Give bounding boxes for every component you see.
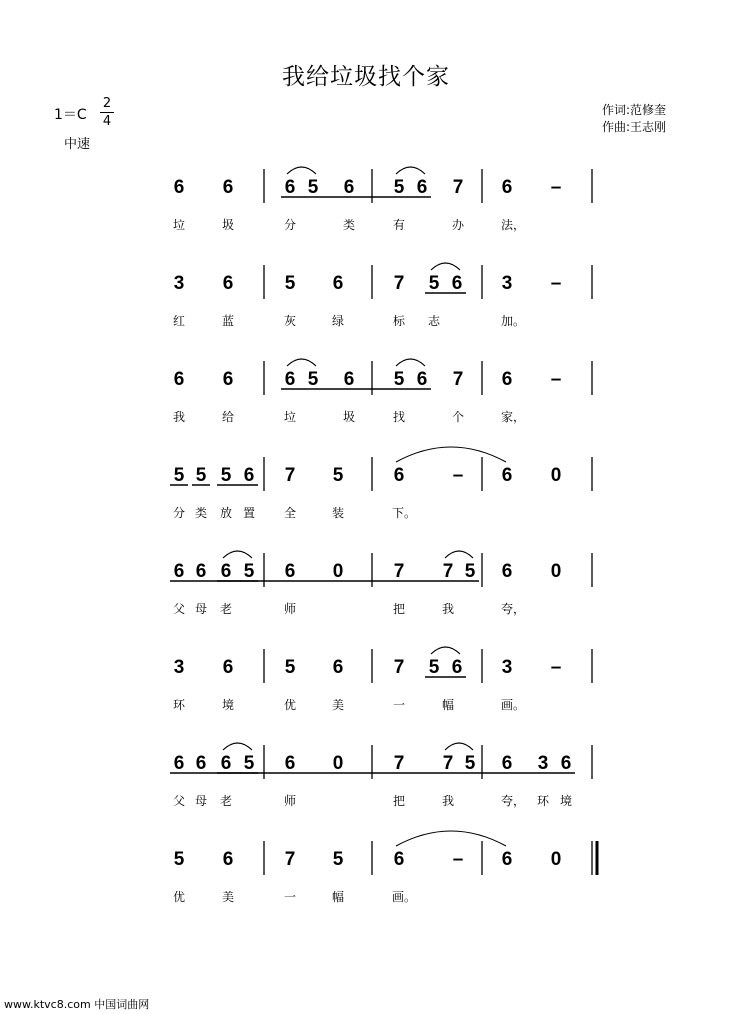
lyric: 加。 bbox=[500, 314, 526, 328]
note: 3 bbox=[173, 273, 185, 294]
tie-slur bbox=[287, 167, 316, 174]
note: 5 bbox=[284, 273, 296, 294]
note: 7 bbox=[393, 753, 405, 774]
lyric: 个 bbox=[451, 410, 465, 424]
note: – bbox=[550, 369, 562, 390]
note: 6 bbox=[451, 273, 463, 294]
lyric: 环 bbox=[536, 794, 550, 808]
note: 6 bbox=[501, 849, 513, 870]
note: 6 bbox=[173, 561, 185, 582]
lyric: 父 bbox=[172, 602, 186, 616]
note: 5 bbox=[243, 561, 255, 582]
note: 6 bbox=[501, 369, 513, 390]
note: 6 bbox=[332, 657, 344, 678]
note: 5 bbox=[243, 753, 255, 774]
note: 3 bbox=[501, 273, 513, 294]
tie-slur bbox=[223, 551, 252, 558]
song-title: 我给垃圾找个家 bbox=[282, 64, 450, 90]
note: 6 bbox=[416, 369, 428, 390]
lyric: 幅 bbox=[441, 698, 455, 712]
note: 5 bbox=[393, 369, 405, 390]
lyricist-credit: 作词:范修奎 bbox=[602, 103, 667, 117]
note: 5 bbox=[307, 369, 319, 390]
note: 7 bbox=[452, 177, 464, 198]
time-signature-bottom: 4 bbox=[102, 114, 112, 129]
lyric: 一 bbox=[283, 890, 297, 904]
lyric: 垃 bbox=[172, 218, 186, 232]
lyric: 红 bbox=[172, 314, 186, 328]
lyric: 美 bbox=[221, 890, 235, 904]
tie-slur bbox=[431, 263, 460, 270]
lyric: 美 bbox=[331, 698, 345, 712]
note: 7 bbox=[284, 849, 296, 870]
note: 7 bbox=[284, 465, 296, 486]
lyric: 家， bbox=[500, 410, 526, 424]
note: 6 bbox=[416, 177, 428, 198]
note: 0 bbox=[332, 753, 344, 774]
lyric: 画。 bbox=[500, 698, 526, 712]
note: 6 bbox=[173, 753, 185, 774]
lyric: 画。 bbox=[391, 890, 417, 904]
note: 5 bbox=[220, 465, 232, 486]
lyric: 幅 bbox=[331, 890, 345, 904]
note: 0 bbox=[550, 465, 562, 486]
lyric: 装 bbox=[331, 506, 345, 520]
lyric: 蓝 bbox=[221, 314, 235, 328]
note: 5 bbox=[428, 657, 440, 678]
note: 5 bbox=[464, 753, 476, 774]
lyric: 有 bbox=[392, 218, 406, 232]
note: 6 bbox=[284, 753, 296, 774]
note: – bbox=[550, 177, 562, 198]
time-signature-top: 2 bbox=[102, 96, 112, 111]
lyric: 垃 bbox=[283, 410, 297, 424]
note: 6 bbox=[222, 273, 234, 294]
tie-slur bbox=[445, 743, 473, 750]
note: – bbox=[452, 849, 464, 870]
note: 5 bbox=[195, 465, 207, 486]
lyric: 师 bbox=[283, 794, 297, 808]
note: 0 bbox=[332, 561, 344, 582]
lyric: 志 bbox=[427, 314, 441, 328]
note: 6 bbox=[284, 369, 296, 390]
lyric: 我 bbox=[441, 794, 455, 808]
lyric: 类 bbox=[342, 218, 356, 232]
note: 5 bbox=[428, 273, 440, 294]
note: 0 bbox=[550, 849, 562, 870]
note: 6 bbox=[393, 849, 405, 870]
note: – bbox=[550, 273, 562, 294]
note: 6 bbox=[222, 369, 234, 390]
lyric: 办 bbox=[451, 218, 465, 232]
note: 6 bbox=[220, 561, 232, 582]
lyric: 我 bbox=[441, 602, 455, 616]
note: 6 bbox=[195, 561, 207, 582]
lyric: 类 bbox=[194, 506, 208, 520]
lyric: 下。 bbox=[391, 506, 417, 520]
tie-slur bbox=[223, 743, 252, 750]
tie-slur bbox=[396, 359, 425, 366]
lyric: 老 bbox=[219, 602, 233, 616]
lyric: 找 bbox=[392, 410, 406, 424]
lyric: 夸， bbox=[500, 602, 526, 616]
lyric: 置 bbox=[242, 506, 256, 520]
note: 5 bbox=[173, 849, 185, 870]
note: 6 bbox=[501, 177, 513, 198]
lyric: 一 bbox=[392, 698, 406, 712]
lyric: 给 bbox=[221, 410, 235, 424]
note: 6 bbox=[343, 369, 355, 390]
note: 5 bbox=[393, 177, 405, 198]
note: 5 bbox=[464, 561, 476, 582]
note: 6 bbox=[195, 753, 207, 774]
note: 3 bbox=[173, 657, 185, 678]
note: 6 bbox=[393, 465, 405, 486]
lyric: 我 bbox=[172, 410, 186, 424]
note: – bbox=[452, 465, 464, 486]
lyric: 境 bbox=[559, 794, 573, 808]
lyric: 师 bbox=[283, 602, 297, 616]
lyric: 灰 bbox=[283, 314, 297, 328]
note: 6 bbox=[173, 369, 185, 390]
note: 6 bbox=[222, 657, 234, 678]
note: 7 bbox=[393, 561, 405, 582]
note: 3 bbox=[537, 753, 549, 774]
lyric: 老 bbox=[219, 794, 233, 808]
lyric: 放 bbox=[219, 506, 233, 520]
note: 5 bbox=[173, 465, 185, 486]
tie-slur bbox=[396, 447, 506, 462]
note: 6 bbox=[284, 561, 296, 582]
tempo-marking: 中速 bbox=[64, 137, 91, 152]
note: 3 bbox=[501, 657, 513, 678]
note: 6 bbox=[501, 465, 513, 486]
note: 6 bbox=[243, 465, 255, 486]
note: 7 bbox=[442, 561, 454, 582]
note: – bbox=[550, 657, 562, 678]
lyric: 圾 bbox=[342, 410, 356, 424]
composer-credit: 作曲:王志刚 bbox=[602, 120, 667, 134]
key-signature: 1＝C bbox=[54, 107, 87, 123]
lyric: 优 bbox=[283, 698, 297, 712]
lyric: 环 bbox=[172, 698, 186, 712]
lyric: 母 bbox=[194, 794, 208, 808]
note: 6 bbox=[501, 561, 513, 582]
note: 6 bbox=[343, 177, 355, 198]
note: 6 bbox=[284, 177, 296, 198]
note: 7 bbox=[452, 369, 464, 390]
lyric: 分 bbox=[172, 506, 186, 520]
note: 6 bbox=[560, 753, 572, 774]
lyric: 绿 bbox=[331, 314, 345, 328]
tie-slur bbox=[396, 831, 506, 846]
note: 7 bbox=[442, 753, 454, 774]
tie-slur bbox=[287, 359, 316, 366]
tie-slur bbox=[445, 551, 473, 558]
note: 6 bbox=[451, 657, 463, 678]
note: 6 bbox=[501, 753, 513, 774]
note: 6 bbox=[173, 177, 185, 198]
lyric: 母 bbox=[194, 602, 208, 616]
note: 7 bbox=[393, 657, 405, 678]
note: 6 bbox=[222, 177, 234, 198]
lyric: 境 bbox=[221, 698, 235, 712]
tie-slur bbox=[396, 167, 425, 174]
note: 6 bbox=[220, 753, 232, 774]
lyric: 全 bbox=[283, 506, 297, 520]
note: 5 bbox=[332, 849, 344, 870]
note: 6 bbox=[332, 273, 344, 294]
lyric: 把 bbox=[392, 794, 406, 808]
lyric: 夸， bbox=[500, 794, 526, 808]
site-footer: www.ktvc8.com 中国词曲网 bbox=[4, 998, 150, 1011]
lyric: 分 bbox=[283, 218, 297, 232]
lyric: 把 bbox=[392, 602, 406, 616]
note: 7 bbox=[393, 273, 405, 294]
lyric: 圾 bbox=[221, 218, 235, 232]
note: 6 bbox=[222, 849, 234, 870]
lyric: 法， bbox=[500, 218, 526, 232]
lyric: 父 bbox=[172, 794, 186, 808]
lyric: 优 bbox=[172, 890, 186, 904]
note: 5 bbox=[332, 465, 344, 486]
note: 0 bbox=[550, 561, 562, 582]
note: 5 bbox=[284, 657, 296, 678]
tie-slur bbox=[431, 647, 460, 654]
lyric: 标 bbox=[392, 314, 406, 328]
note: 5 bbox=[307, 177, 319, 198]
